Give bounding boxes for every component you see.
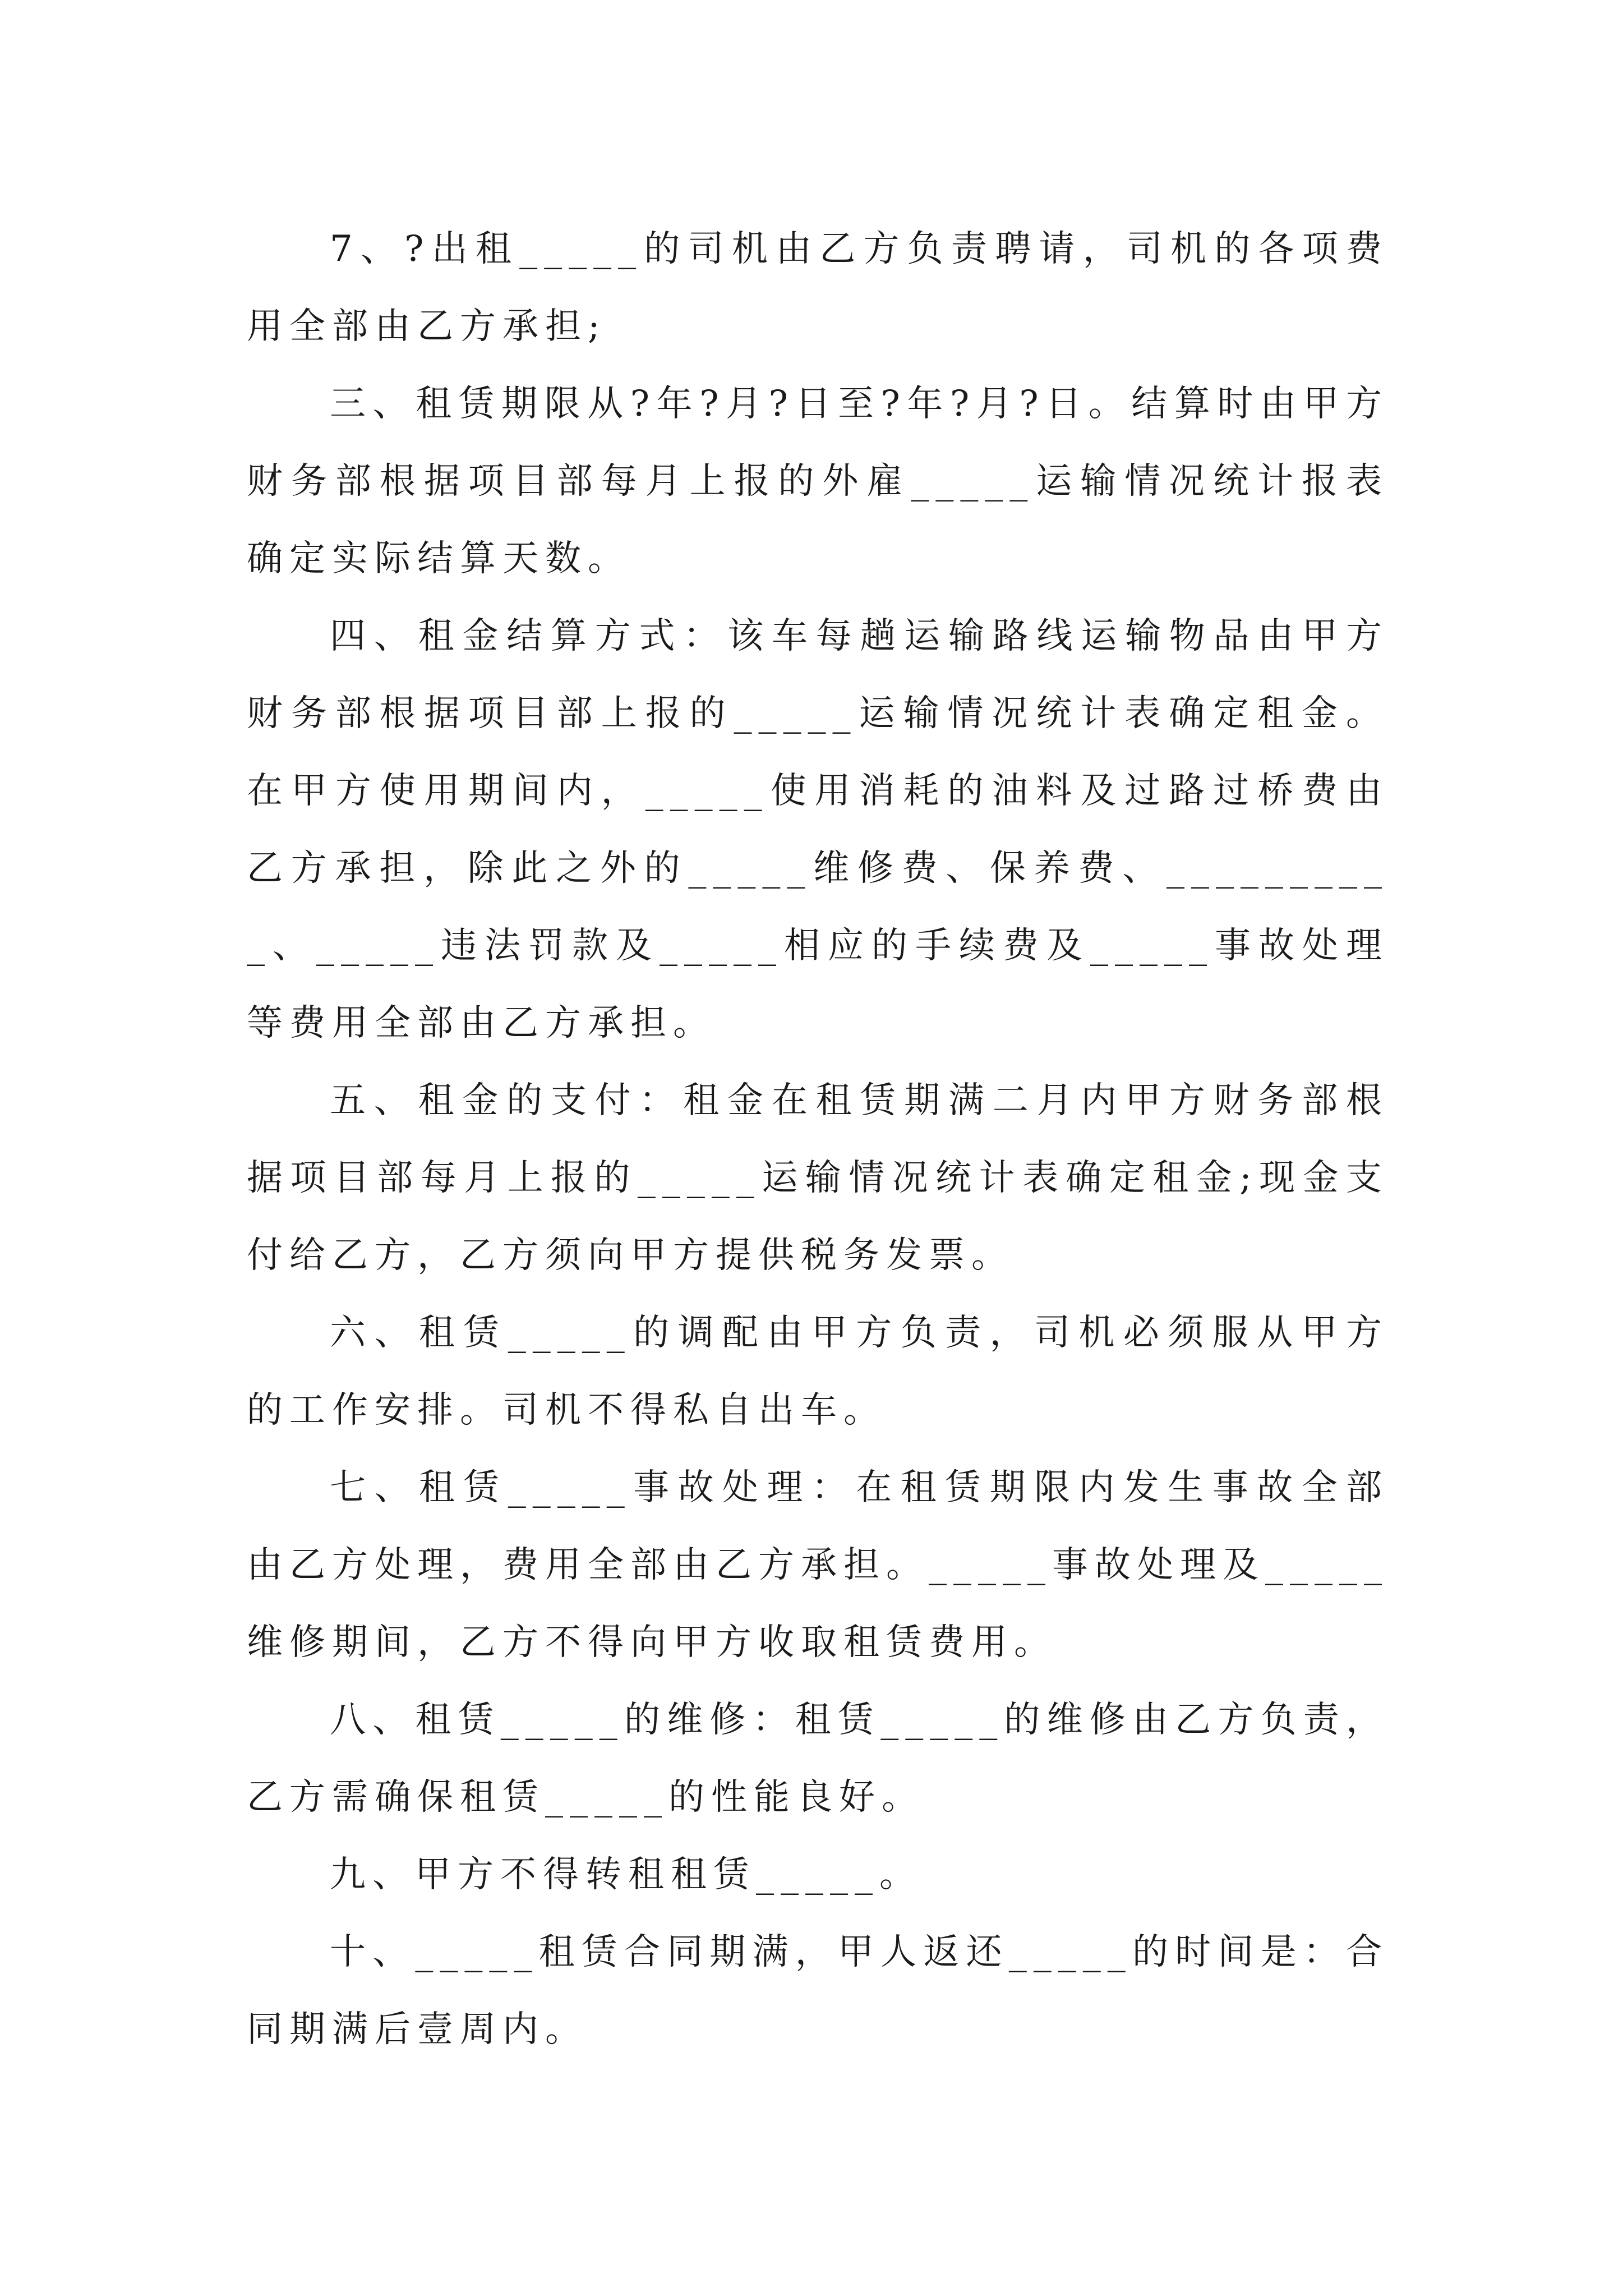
paragraph-return-time: 十、_____租赁合同期满，甲人返还_____的时间是：合同期满后壹周内。	[247, 1931, 1389, 2050]
paragraph-maintenance: 八、租赁_____的维修：租赁_____的维修由乙方负责，乙方需确保租赁_____的性能良好。	[247, 1699, 1389, 1818]
paragraph-dispatch: 六、租赁_____的调配由甲方负责，司机必须服从甲方的工作安排。司机不得私自出车。	[247, 1312, 1389, 1431]
paragraph-clause-7: 7、?出租_____的司机由乙方负责聘请，司机的各项费用全部由乙方承担;	[247, 228, 1389, 347]
paragraph-lease-term: 三、租赁期限从?年?月?日至?年?月?日。结算时由甲方财务部根据项目部每月上报的外雇_____运输情况统计报表确定实际结算天数。	[247, 383, 1389, 579]
paragraph-no-sublease: 九、甲方不得转租租赁_____。	[330, 1854, 922, 1895]
paragraph-rent-settlement: 四、租金结算方式：该车每趟运输路线运输物品由甲方财务部根据项目部上报的_____运输情况统计表确定租金。在甲方使用期间内，_____使用消耗的油料及过路过桥费由乙方承担，除此之外的_____维修费、保养费、__________、_____违法罚款及_____相应的手续费及_____事故处理等费用全部由乙方承担。	[247, 615, 1389, 1044]
paragraph-accident-handling: 七、租赁_____事故处理：在租赁期限内发生事故全部由乙方处理，费用全部由乙方承担。_____事故处理及_____维修期间，乙方不得向甲方收取租赁费用。	[247, 1467, 1389, 1663]
document-body	[247, 210, 1389, 2068]
paragraph-rent-payment: 五、租金的支付：租金在租赁期满二月内甲方财务部根据项目部每月上报的_____运输情况统计表确定租金;现金支付给乙方，乙方须向甲方提供税务发票。	[247, 1080, 1389, 1276]
